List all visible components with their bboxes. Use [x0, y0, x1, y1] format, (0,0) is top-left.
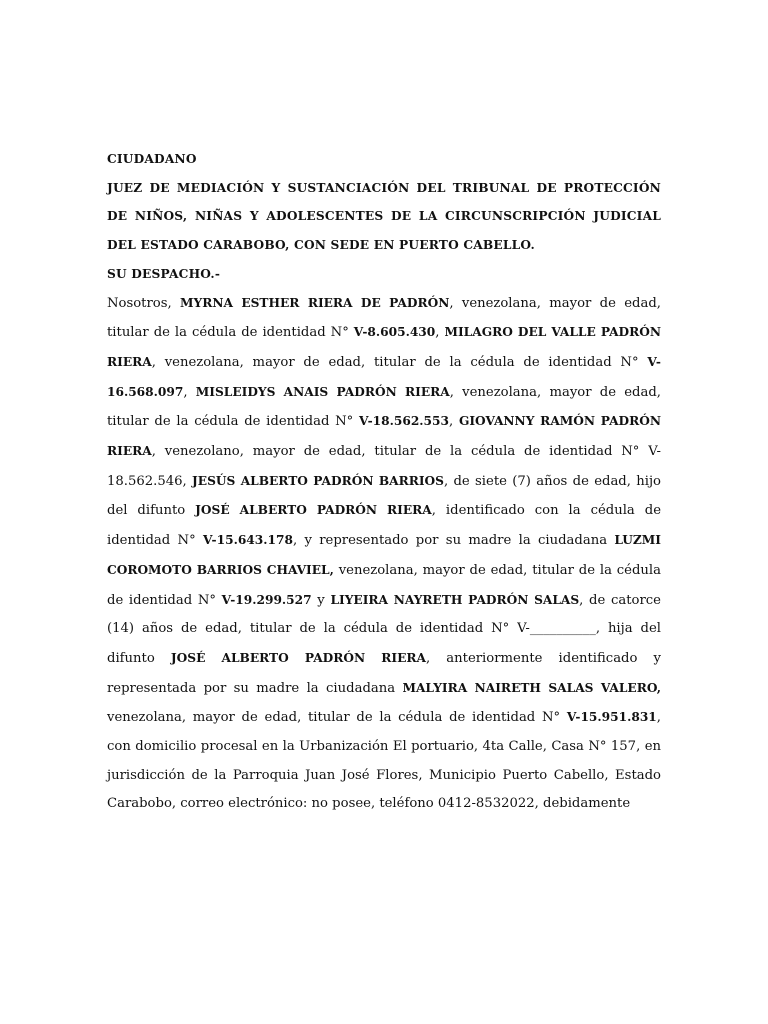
text-segment: , venezolana, mayor de edad, titular de la cédula de identidad N° — [107, 384, 661, 430]
id-number: V-18.562.553 — [359, 414, 449, 429]
party-name: LIYEIRA NAYRETH PADRÓN SALAS — [330, 592, 580, 607]
id-number: V-15.951.831 — [566, 710, 657, 725]
id-number: V-19.299.527 — [221, 592, 312, 607]
text-segment: , de catorce (14) años de edad, titular de la cédula de identidad N° V-__________, hija del difunto — [107, 592, 661, 666]
party-name: MALYIRA NAIRETH SALAS VALERO, — [402, 680, 661, 695]
party-name: MYRNA ESTHER RIERA DE PADRÓN — [180, 295, 450, 310]
text-segment: , venezolano, mayor de edad, titular de la cédula de identidad N° V-18.562.546, — [107, 444, 661, 489]
text-segment: Nosotros, — [107, 295, 181, 311]
text-segment: , — [435, 325, 445, 341]
id-number: V-8.605.430 — [353, 325, 436, 340]
text-segment: , y representado por su madre la ciudadana — [292, 533, 615, 549]
document-page — [107, 145, 661, 819]
id-number: V-16.568.097 — [107, 354, 661, 399]
id-number: V-15.643.178 — [202, 533, 293, 548]
text-segment: venezolana, mayor de edad, titular de la cédula de identidad N° — [107, 710, 567, 726]
text-segment: , — [183, 384, 196, 400]
deceased-name: JOSÉ ALBERTO PADRÓN RIERA — [170, 650, 426, 665]
text-segment: , con domicilio procesal en la Urbanización El portuario, 4ta Calle, Casa N° 157, en jurisdicción de la Parroquia Juan José Flores, Municipio Puerto Cabello, Estado Carabobo, correo electrónico: no posee, teléfono 0412-8532022, debidamente — [107, 710, 661, 812]
text-segment: , identificado con la cédula de identidad N° — [107, 503, 661, 549]
court-name: JUEZ DE MEDIACIÓN Y SUSTANCIACIÓN DEL TRIBUNAL DE PROTECCIÓN DE NIÑOS, NIÑAS Y ADOLESCENTES DE LA CIRCUNSCRIPCIÓN JUDICIAL DEL ESTADO CARABOBO, CON SEDE EN PUERTO CABELLO. — [107, 180, 661, 253]
party-name: MISLEIDYS ANAIS PADRÓN RIERA — [195, 384, 450, 399]
text-segment: , anteriormente identificado y representada por su madre la ciudadana — [107, 650, 662, 696]
text-segment: , venezolana, mayor de edad, titular de la cédula de identidad N° — [151, 354, 648, 370]
deceased-name: JOSÉ ALBERTO PADRÓN RIERA — [195, 503, 432, 518]
text-segment: , venezolana, mayor de edad, titular de la cédula de identidad N° — [107, 295, 661, 341]
addressee-line: CIUDADANO — [107, 152, 197, 166]
text-segment: y — [311, 592, 331, 608]
party-name: LUZMI COROMOTO BARRIOS CHAVIEL, — [107, 533, 661, 577]
office-line: SU DESPACHO.- — [107, 266, 221, 281]
party-name: MILAGRO DEL VALLE PADRÓN RIERA — [107, 325, 662, 369]
body-paragraph — [107, 289, 661, 820]
party-name: GIOVANNY RAMÓN PADRÓN RIERA — [107, 414, 661, 459]
party-name: JESÚS ALBERTO PADRÓN BARRIOS — [192, 473, 444, 488]
text-segment: , — [449, 414, 459, 430]
text-segment: , de siete (7) años de edad, hijo del difunto — [107, 473, 661, 519]
text-segment: venezolana, mayor de edad, titular de la cédula de identidad N° — [107, 562, 661, 608]
